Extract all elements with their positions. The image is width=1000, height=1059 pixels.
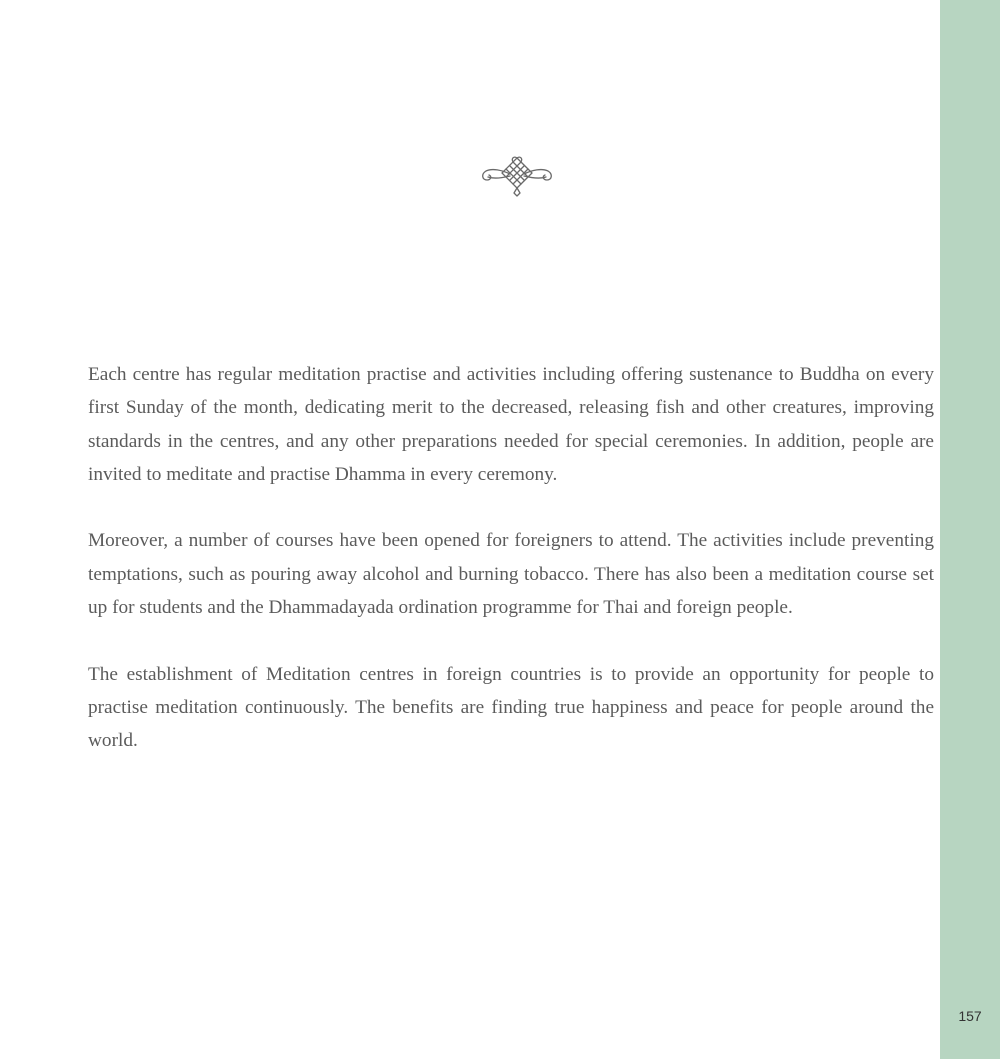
paragraph-courses: Moreover, a number of courses have been opened for foreigners to attend. The activities include preventing temptations, such as pouring away alcohol and burning tobacco. There has also been a meditation course set up for students and the Dhammadayada ordination programme for Thai and foreign people. [88,530,934,619]
endless-knot-ornament-icon [476,152,558,198]
paragraph-activities: Each centre has regular meditation practise and activities including offering sustenance to Buddha on every first Sunday of the month, dedicating merit to the decreased, releasing fish and other creatures, improving standards in the centres, and any other preparations needed for special ceremonies. In addition, people are invited to meditate and practise Dhamma in every ceremony. [88,364,934,485]
page-number: 157 [958,1008,982,1024]
side-color-band [940,0,1000,1059]
body-text [88,358,934,791]
paragraph-establishment: The establishment of Meditation centres in foreign countries is to provide an opportunity for people to practise meditation continuously. The benefits are finding true happiness and peace for people around the world. [88,663,934,752]
